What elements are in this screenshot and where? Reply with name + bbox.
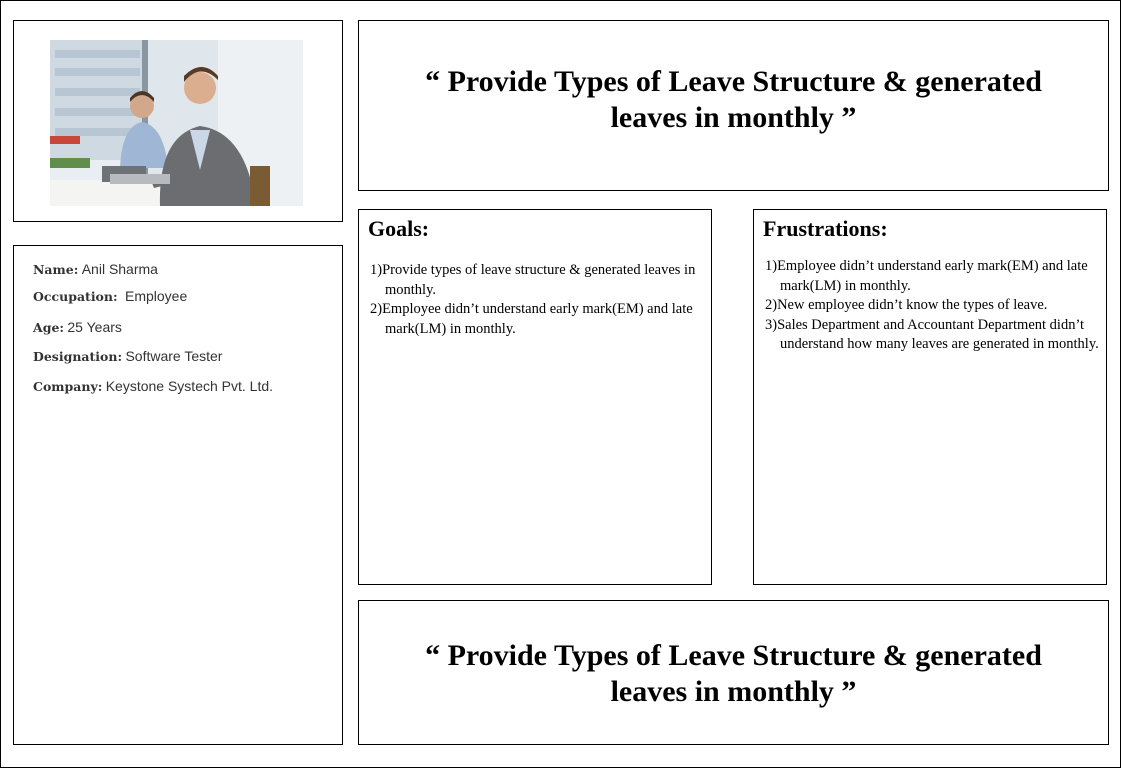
goal-item: 2)Employee didn’t understand early mark(EM) and late mark(LM) in monthly. <box>370 301 693 337</box>
designation-row <box>33 348 222 365</box>
quote-line-1: “ Provide Types of Leave Structure & generated <box>425 639 1042 672</box>
age-row <box>33 319 122 336</box>
quote-text-top <box>359 64 1108 136</box>
frustrations-heading: Frustrations: <box>763 216 888 241</box>
name-row <box>33 261 158 278</box>
frustration-item: 2)New employee didn’t know the types of leave. <box>765 297 1048 313</box>
goal-item: 1)Provide types of leave structure & generated leaves in monthly. <box>370 262 696 298</box>
frustrations-card <box>753 209 1107 585</box>
occupation-row <box>33 288 187 305</box>
name-value: Anil Sharma <box>81 261 158 277</box>
quote-card-top <box>358 20 1109 191</box>
occupation-value: Employee <box>124 288 188 304</box>
designation-value: Software Tester <box>125 348 223 364</box>
company-value: Keystone Systech Pvt. Ltd. <box>105 378 274 394</box>
quote-line-1: “ Provide Types of Leave Structure & generated <box>425 65 1042 98</box>
goals-heading: Goals: <box>368 216 430 241</box>
name-label: Name: <box>33 262 79 277</box>
goals-card <box>358 209 712 585</box>
frustrations-list <box>765 257 1100 355</box>
quote-text-bottom <box>359 638 1108 710</box>
profile-card <box>13 245 343 745</box>
frustration-item: 3)Sales Department and Accountant Department didn’t understand how many leaves are generated in monthly. <box>765 316 1099 352</box>
quote-line-2: leaves in monthly ” <box>610 675 857 708</box>
company-label: Company: <box>33 379 103 394</box>
employee-photo <box>50 40 303 206</box>
goals-list <box>370 261 705 339</box>
quote-card-bottom <box>358 600 1109 745</box>
company-row <box>33 378 273 395</box>
frustration-item: 1)Employee didn’t understand early mark(EM) and late mark(LM) in monthly. <box>765 258 1088 294</box>
designation-label: Designation: <box>33 349 123 364</box>
age-value: 25 Years <box>67 319 122 335</box>
age-label: Age: <box>33 320 65 335</box>
quote-line-2: leaves in monthly ” <box>610 101 857 134</box>
photo-card <box>13 20 343 222</box>
occupation-label: Occupation: <box>33 289 118 304</box>
